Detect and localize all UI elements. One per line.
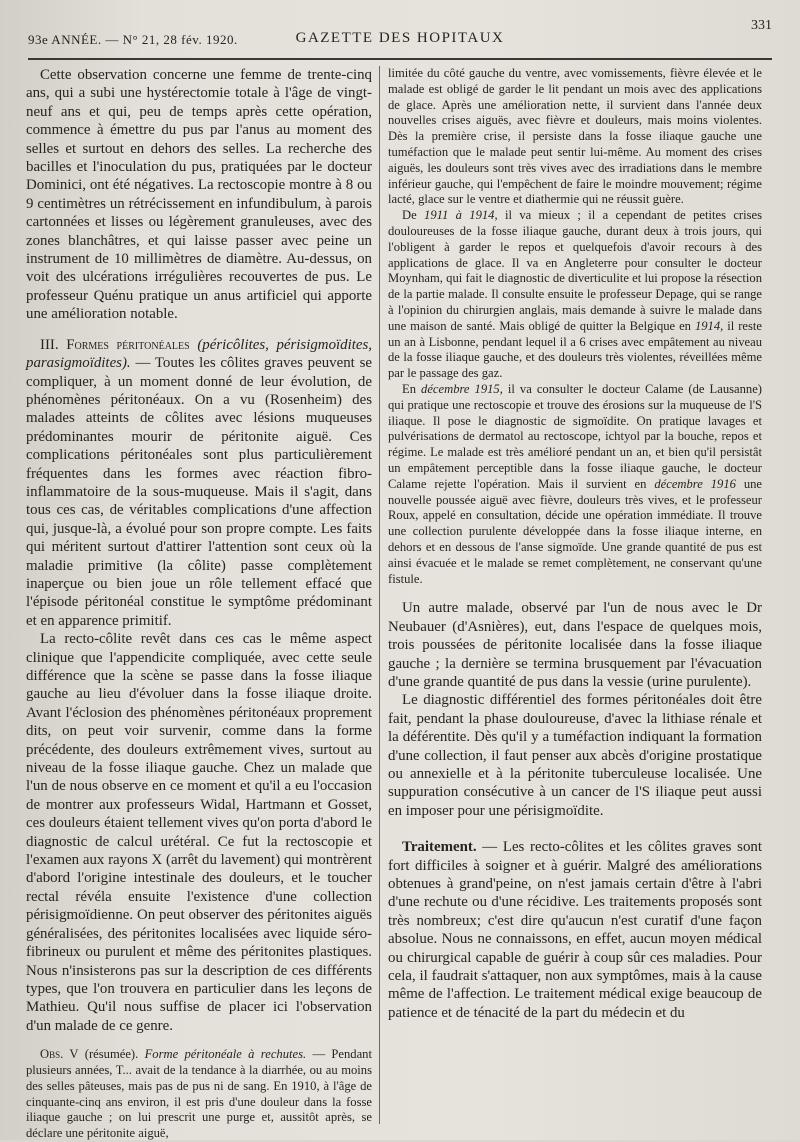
running-header <box>28 18 772 52</box>
section-heading: Formes péritonéales <box>66 336 190 353</box>
observation-1911-paragraph <box>388 208 762 382</box>
date: décembre 1916 <box>654 476 736 491</box>
section-iii-paragraph <box>26 336 372 631</box>
header-rule <box>28 58 772 60</box>
year: 1914, <box>694 318 724 333</box>
text-span: il va consulter le docteur Calame (de Lausanne) qui pratique une rectoscopie et trouve des érosions sur la muqueuse de l'S iliaque. Il pose le diagnostic de sigmoïdite. On pratique lavages et pulvérisations de dermatol au rectoscope, ichtyol par la bouche, repos et régime. Le malade est très amélioré pendant un an, et bien qu'il persistât un empâtement perceptible dans la fosse iliaque gauche, le docteur Calame rejette l'opération. Mais il survient en <box>388 381 762 491</box>
right-column <box>388 66 762 1126</box>
observation-1915-paragraph <box>388 382 762 587</box>
observation-paragraph <box>26 1047 372 1142</box>
page-number: 331 <box>751 18 772 33</box>
word: En <box>402 381 416 396</box>
left-column <box>26 66 372 1141</box>
observation-resume: (résumée). <box>84 1047 139 1062</box>
text-span: il reste un an à Lisbonne, pendant lequel il a 6 crises avec empâtement au niveau de la fosse iliaque gauche, et des douleurs très violentes, réveillées même par le passage des gaz. <box>388 318 763 381</box>
second-case-paragraph: Un autre malade, observé par l'un de nous avec le Dr Neubauer (d'Asnières), eut, dans l'espace de quelques mois, trois poussées de péritonite localisée dans la fosse iliaque gauche ; la dernière se termina brusquement par l'évacuation d'une grande quantité de pus dans la vessie (urine purulente). <box>388 600 762 690</box>
treatment-heading: Traitement. <box>402 839 477 856</box>
date: décembre 1915, <box>421 381 503 396</box>
observation-continued: limitée du côté gauche du ventre, avec vomissements, fièvre élevée et le malade est obligé de garder le lit pendant un mois avec des applications de glace. Après une amélioration nette, il survient dans l'année deux nouvelles crises aiguës, avec fièvre et douleurs, mais moins violentes. Dès la première crise, il persiste dans la fosse iliaque gauche une tuméfaction que le malade peut sentir lui-même. Au moment des crises aiguës, les douleurs sont très vives avec des irradiations dans le membre inférieur gauche, qui l'empêchent de faire le moindre mouvement; régime lacté, glace sur le ventre et diathermie qui ne réussit guère. <box>388 66 762 207</box>
section-heading-italic: (péricôlites, périsigmoïdites, parasigmoïdites). <box>26 336 372 372</box>
column-divider <box>379 66 380 1124</box>
word: De <box>402 208 417 223</box>
date-range: 1911 à 1914, <box>424 208 498 223</box>
observation-title: Forme péritonéale à rechutes. <box>144 1047 307 1062</box>
text-span: il va mieux ; il a cependant de petites crises douloureuses de la fosse iliaque gauche, durant deux à trois jours, qui l'obligent à garder le repos et quelquefois d'avoir recours à des applications de glace. Il va en Angleterre pour consulter le docteur Moynham, qui fait le diagnostic de diverticulite et lui propose la résection de la partie malade. Il consulte ensuite le professeur Depage, qui se range à l'opinion du chirurgien anglais, mais demande à suivre le malade dans une maison de santé. Mais obligé de quitter la Belgique en <box>388 208 763 333</box>
section-number: III. <box>40 336 59 353</box>
section-text: — Toutes les côlites graves peuvent se compliquer, à un moment donné de leur évolution, de phénomènes péritonéaux. On a vu (Rosenheim) des malades atteints de côlites avec lésions muqueuses prédominantes mourir de péritonite aiguë. Ces complications péritonéales sont plus particulièrement fréquentes dans les formes avec réaction fibro-inflammatoire de la sous-muqueuse. Mais il s'agit, dans tous ces cas, de véritables complications d'une affection qui, jusque-là, a évolué pour son propre compte. Les faits qui méritent surtout d'attirer l'attention sont ceux où la maladie primitive (la côlite) passe complètement inaperçue ou bien joue un rôle tellement effacé que l'épisode péritonéal constitue le symptôme prédominant et en apparence primitif. <box>26 355 372 629</box>
text-span: une nouvelle poussée aiguë avec fièvre, douleurs très vives, et le professeur Roux, appelé en consultation, décide une opération immédiate. Il trouve une collection purulente développée dans la fosse iliaque interne, en dehors et en dessous de l'anse sigmoïde. Une grande quantité de pus est ainsi évacuée et le malade se remet complètement, ne conservant qu'une fistule. <box>388 476 763 586</box>
case-paragraph: Cette observation concerne une femme de trente-cinq ans, qui a subi une hystérectomie totale à l'âge de vingt-neuf ans et qui, peu de temps après cette opération, commence à émettre du pus par l'anus au moment des selles et surtout en dehors des selles. La recherche des bacilles et l'inoculation du pus, pratiquées par le docteur Dominici, ont été négatives. La rectoscopie montre à 8 ou 9 centimètres un rétrécissement en infundibulum, à parois cartonnées et lisses ou légèrement granuleuses, avec des zones blanchâtres, et qui laisse passer avec peine un instrument de 10 millimètres de diamètre. Au-dessus, on voit des ulcérations irrégulières recouvertes de pus. Le professeur Quénu pratique un anus artificiel qui apporte une amélioration notable. <box>26 67 372 323</box>
body-paragraph: La recto-côlite revêt dans ces cas le même aspect clinique que l'appendicite compliquée, avec cette seule différence que la scène se passe dans la fosse iliaque gauche au lieu d'évoluer dans la fosse iliaque droite. Avant l'éclosion des phénomènes péritonéaux proprement dits, on peut voir survenir, comme dans la forme précédente, des douleurs extrêmement vives, surtout au niveau de la fosse iliaque gauche. Chez un malade que l'un de nous observe en ce moment et qu'il a eu l'occasion de montrer aux professeurs Widal, Hartmann et Gosset, ces douleurs étaient tellement vives qu'on porta d'abord le diagnostic de calcul urétéral. Ce fut la rectoscopie et l'examen aux rayons X (arrêt du lavement) qui montrèrent d'abord l'origine intestinale des douleurs, et le toucher rectal révéla ensuite l'existence d'une collection périsigmoïdienne. On peut observer des péritonites aiguës généralisées, des péritonites localisées avec liquide séro-fibrineux ou purulent et même des péritonites plastiques. Nous n'insisterons pas sur la description de ces différents types, que l'on trouvera en particulier dans les leçons de Mathieu. Qu'il nous suffise de placer ici l'observation d'un malade de ce genre. <box>26 631 372 1034</box>
treatment-paragraph <box>388 838 762 1022</box>
issue-line: 93e ANNÉE. — N° 21, 28 fév. 1920. <box>28 32 238 47</box>
observation-text: — Pendant plusieurs années, T... avait de la tendance à la diarrhée, ou au moins des selles pâteuses, mais pas de pus ni de sang. En 1910, à l'âge de cinquante-cinq ans environ, il est pris d'une douleur dans la fosse iliaque gauche ; on lui prescrit une purge et, aussitôt après, se déclare une péritonite aiguë, <box>26 1047 372 1141</box>
journal-title: GAZETTE DES HOPITAUX <box>295 30 505 46</box>
treatment-text: — Les recto-côlites et les côlites graves sont fort difficiles à soigner et à guérir. Malgré des améliorations obtenues à grand'peine, on n'est jamais certain d'être à l'abri d'une rechute ou d'une récidive. Les traitements proposés sont très nombreux; c'est dire qu'aucun n'est curatif d'une façon absolue. Nous ne connaissons, en effet, aucun moyen médical ou chirurgical capable de guérir à coup sûr ces maladies. Pour cela, il faudrait s'attaquer, non aux symptômes, mais à la cause même de l'affection. Le traitement médical exige beaucoup de patience et de ténacité de la part du médecin et du <box>388 839 762 1021</box>
diagnosis-paragraph: Le diagnostic différentiel des formes péritonéales doit être fait, pendant la phase douloureuse, d'avec la lithiase rénale et la déférentite. Dès qu'il y a tuméfaction indiquant la formation d'une collection, il faut penser aux abcès d'origine prostatique ou annexielle et à la péritonite tuberculeuse localisée. Une suppuration consécutive à un cancer de l'S iliaque peut aussi en imposer pour une périsigmoïdite. <box>388 692 762 819</box>
observation-label: Obs. V <box>40 1047 79 1062</box>
